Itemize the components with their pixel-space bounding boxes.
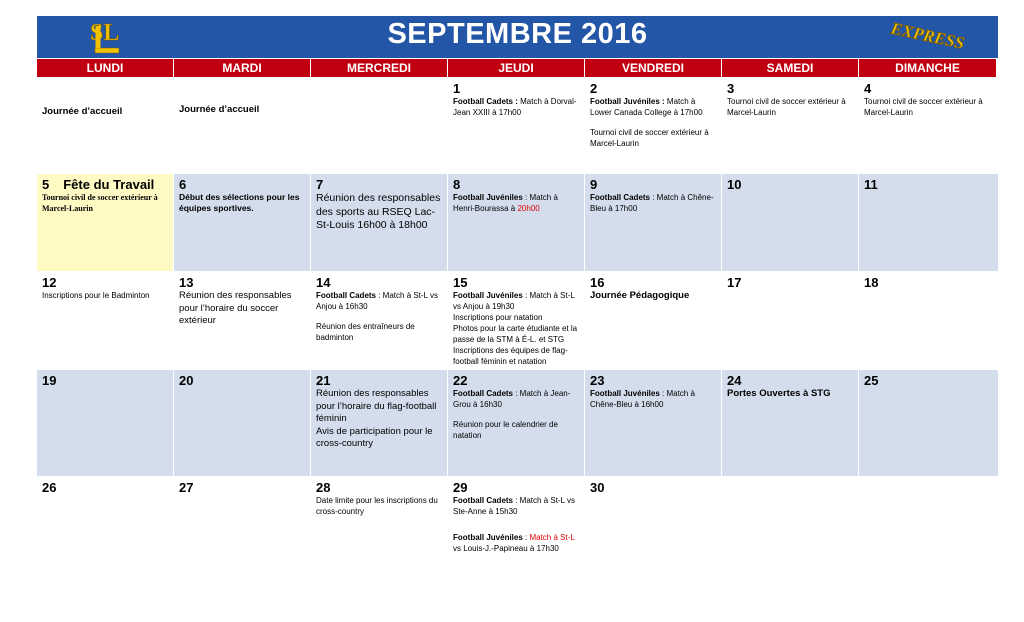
day-cell xyxy=(448,174,585,271)
day-cell xyxy=(859,370,996,476)
week-row xyxy=(37,272,998,369)
day-number: 24 xyxy=(727,373,742,388)
day-number: 19 xyxy=(42,373,57,388)
week-row xyxy=(37,174,998,271)
title-banner xyxy=(37,16,998,58)
day-cell xyxy=(585,272,722,369)
day-number: 5 Fête du Travail xyxy=(42,177,155,192)
day-number: 29 xyxy=(453,480,468,495)
week-row xyxy=(37,477,998,587)
day-cell xyxy=(585,78,722,173)
event-text: Tournoi civil de soccer extérieur à Marcel-Laurin xyxy=(590,128,709,148)
event-text: Réunion des responsables pour l’horaire du soccer extérieur xyxy=(179,290,292,326)
day-number: 15 xyxy=(453,275,468,290)
day-number: 3 xyxy=(727,81,735,96)
day-cell xyxy=(174,370,311,476)
day-header-wednesday: MERCREDI xyxy=(311,59,448,77)
event-text: Réunion des entraîneurs de badminton xyxy=(316,322,415,342)
weekday-header xyxy=(37,59,998,77)
day-number: 30 xyxy=(590,480,605,495)
day-cell xyxy=(722,370,859,476)
event-text: Avis de participation pour le cross-country xyxy=(316,425,433,449)
svg-text:SL: SL xyxy=(90,20,120,46)
day-number: 7 xyxy=(316,177,324,192)
event-text: Inscriptions pour le Badminton xyxy=(42,291,150,300)
day-number: 20 xyxy=(179,373,194,388)
event-text: Football Juvéniles : Match à St-L vs Louis-J.-Papineau à 17h30 xyxy=(453,533,575,553)
day-cell xyxy=(722,174,859,271)
day-cell xyxy=(37,272,174,369)
day-cell xyxy=(585,477,722,587)
week-row xyxy=(37,370,998,476)
day-cell xyxy=(722,78,859,173)
day-number: 18 xyxy=(864,275,879,290)
day-cell xyxy=(859,78,996,173)
event-text: Réunion des responsables des sports au RSEQ Lac-St-Louis 16h00 à 18h00 xyxy=(316,192,441,231)
day-cell xyxy=(448,370,585,476)
event-text: Football Juvéniles : Match à Henri-Bourassa à 20h00 xyxy=(453,193,558,213)
day-cell xyxy=(722,477,859,587)
day-cell xyxy=(174,174,311,271)
day-cell xyxy=(722,272,859,369)
day-cell xyxy=(174,78,311,173)
event-text: Photos pour la carte étudiante et la passe de la STM à É-L. et STG xyxy=(453,324,578,344)
event-text: Journée d’accueil xyxy=(42,106,123,117)
day-cell xyxy=(311,370,448,476)
day-cell xyxy=(37,78,174,173)
event-text: Tournoi civil de soccer extérieur à Marcel-Laurin xyxy=(864,97,983,117)
day-cell xyxy=(859,272,996,369)
event-text: Journée d’accueil xyxy=(179,104,260,115)
day-cell xyxy=(585,174,722,271)
event-text: Football Cadets : Match à St-L vs Anjou à 16h30 xyxy=(316,291,438,311)
day-header-thursday: JEUDI xyxy=(448,59,585,77)
event-text: Portes Ouvertes à STG xyxy=(727,388,831,399)
event-text: Inscriptions des équipes de flag-football féminin et natation xyxy=(453,346,568,366)
day-header-friday: VENDREDI xyxy=(585,59,722,77)
day-number: 6 xyxy=(179,177,187,192)
day-cell xyxy=(311,272,448,369)
day-cell xyxy=(859,477,996,587)
event-text: Football Juvéniles : Match à Chêne-Bleu à 16h00 xyxy=(590,389,695,409)
day-cell xyxy=(174,272,311,369)
event-text: Football Juvéniles : Match à St-L vs Anjou à 19h30 xyxy=(453,291,575,311)
day-number: 27 xyxy=(179,480,194,495)
svg-text:EXPRESS: EXPRESS xyxy=(889,19,967,53)
day-cell xyxy=(311,78,448,173)
event-text: Tournoi civil de soccer extérieur à Marcel-Laurin xyxy=(42,193,158,213)
day-number: 12 xyxy=(42,275,57,290)
day-cell xyxy=(37,477,174,587)
day-number: 22 xyxy=(453,373,468,388)
day-number: 2 xyxy=(590,81,598,96)
week-row xyxy=(37,78,998,173)
event-text: Réunion des responsables pour l’horaire du flag-football féminin xyxy=(316,388,437,424)
event-text: Tournoi civil de soccer extérieur à Marcel-Laurin xyxy=(727,97,846,117)
day-number: 1 xyxy=(453,81,461,96)
day-number: 9 xyxy=(590,177,598,192)
event-text: Football Cadets : Match à Jean-Grou à 16h30 xyxy=(453,389,571,409)
day-cell-holiday xyxy=(37,174,174,271)
day-number: 13 xyxy=(179,275,194,290)
day-number: 14 xyxy=(316,275,331,290)
day-number: 25 xyxy=(864,373,879,388)
day-number: 26 xyxy=(42,480,57,495)
day-number: 11 xyxy=(864,177,878,192)
day-number: 10 xyxy=(727,177,742,192)
page-title: SEPTEMBRE 2016 xyxy=(387,18,648,50)
day-cell xyxy=(859,174,996,271)
day-cell xyxy=(448,78,585,173)
day-header-sunday: DIMANCHE xyxy=(859,59,996,77)
day-header-monday: LUNDI xyxy=(37,59,174,77)
day-header-saturday: SAMEDI xyxy=(722,59,859,77)
event-text: Football Cadets : Match à St-L vs Ste-Anne à 15h30 xyxy=(453,496,575,516)
day-number: 8 xyxy=(453,177,461,192)
day-cell xyxy=(174,477,311,587)
day-header-tuesday: MARDI xyxy=(174,59,311,77)
day-cell xyxy=(311,477,448,587)
day-cell xyxy=(585,370,722,476)
day-number: 28 xyxy=(316,480,331,495)
event-text: Début des sélections pour les équipes sportives. xyxy=(179,192,300,213)
day-number: 16 xyxy=(590,275,605,290)
day-number: 4 xyxy=(864,81,872,96)
event-text: Football Cadets : Match à Dorval-Jean XXIII à 17h00 xyxy=(453,97,577,117)
event-text: Date limite pour les inscriptions du cross-country xyxy=(316,496,438,516)
day-cell xyxy=(37,370,174,476)
event-text: Journée Pédagogique xyxy=(590,290,690,301)
day-number: 17 xyxy=(727,275,742,290)
day-cell xyxy=(448,477,585,587)
event-text: Réunion pour le calendrier de natation xyxy=(453,420,558,440)
day-cell xyxy=(311,174,448,271)
event-text: Football Cadets : Match à Chêne-Bleu à 17h00 xyxy=(590,193,714,213)
event-text: Football Juvéniles : Match à Lower Canada College à 17h00 xyxy=(590,97,703,117)
express-logo xyxy=(886,19,968,55)
event-text: Inscriptions pour natation xyxy=(453,313,543,322)
day-number: 21 xyxy=(316,373,331,388)
day-cell xyxy=(448,272,585,369)
day-number: 23 xyxy=(590,373,605,388)
holiday-name: Fête du Travail xyxy=(63,177,155,192)
